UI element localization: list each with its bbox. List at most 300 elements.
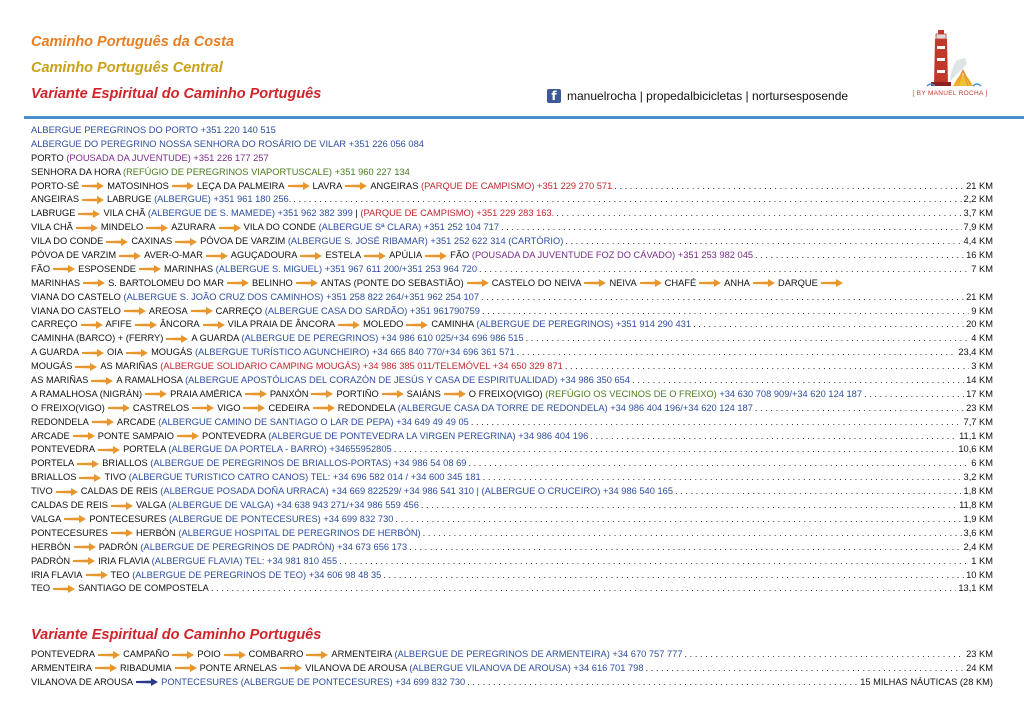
route-segment: (ALBERGUE DE S. MAMEDE) +351 962 382 399 (147, 208, 356, 219)
route-arrow-icon (699, 279, 721, 287)
dot-leader (293, 193, 961, 207)
distance-km: 1 KM (971, 555, 993, 566)
route-row (31, 360, 993, 374)
dot-leader (755, 249, 964, 263)
route-segment: (POUSADA DA JUVENTUDE) +351 226 177 257 (66, 152, 269, 163)
route-arrow-icon (126, 349, 148, 357)
route-segment: PONTE ARNELAS (199, 662, 278, 673)
route-segment: (PARQUE DE CAMPISMO) +351 229 283 163. (360, 208, 555, 219)
route-arrow-icon (139, 265, 161, 273)
route-segment: IRIA FLAVIA (31, 569, 83, 580)
route-arrow-icon (64, 515, 86, 523)
dot-leader (693, 318, 964, 332)
logo-caption: [ BY MANUEL ROCHA ] (912, 90, 988, 97)
route-arrow-icon (111, 529, 133, 537)
route-segment: A GUARDA (31, 347, 80, 358)
route-segment: CALDAS DE REIS (80, 486, 161, 497)
route-text (31, 124, 276, 138)
route-text (31, 193, 291, 207)
route-arrow-icon (172, 651, 194, 659)
route-segment: IRIA FLAVIA (98, 555, 152, 566)
distance-km: 2,4 KM (963, 541, 993, 552)
dot-leader (482, 305, 969, 319)
route-segment: (ALBERGUE DE PEREGRINOS DE BRIALLOS-PORTAS) +34 986 54 08 69 (150, 458, 467, 469)
route-arrow-icon (74, 543, 96, 551)
route-segment: PÓVOA DE VARZIM (200, 236, 288, 247)
dot-leader (211, 582, 957, 596)
route-segment: VILA CHÃ (31, 222, 73, 233)
route-segment: (ALBERGUE DE VALGA) +34 638 943 271/+34 986 559 456 (168, 500, 419, 511)
route-arrow-icon (172, 182, 194, 190)
route-segment: SENHORA DA HORA (31, 166, 123, 177)
route-row (31, 541, 993, 555)
distance-km: 3 KM (971, 361, 993, 372)
route-segment: (REFÚGIO OS VECINOS DE O FREIXO) (545, 388, 720, 399)
route-arrow-icon (73, 432, 95, 440)
route-text (31, 430, 588, 444)
route-segment: PONTEVEDRA (31, 649, 96, 659)
route-row (31, 263, 993, 277)
route-segment: CALDAS DE REIS (31, 500, 108, 511)
route-text (31, 388, 862, 402)
route-arrow-icon (135, 321, 157, 329)
route-segment: (ALBERGUE S. JOÃO CRUZ DOS CAMINHOS) +351 258 822 264/+351 962 254 107 (123, 291, 480, 302)
route-row (31, 676, 993, 690)
dot-leader (421, 499, 957, 513)
route-segment: PADRÓN (31, 555, 71, 566)
route-row (31, 443, 993, 457)
route-arrow-icon (81, 321, 103, 329)
route-segment: PÓVOA DE VARZIM (31, 250, 117, 261)
route-arrow-icon (146, 224, 168, 232)
route-segment: O FREIXO(VIGO) (468, 388, 546, 399)
route-segment: (PARQUE DE CAMPISMO) +351 229 270 571 (421, 180, 613, 191)
distance-km: 14 KM (966, 375, 993, 386)
dot-leader (526, 332, 970, 346)
distance-km: 4,4 KM (963, 236, 993, 247)
route-segment: APÚLIA (389, 250, 423, 261)
route-segment: (ALBERGUE DE PONTECESURES) +34 699 832 730 (168, 513, 394, 524)
route-row (31, 166, 993, 180)
distance-km: 23 KM (966, 402, 993, 413)
route-segment: (REFÚGIO DE PEREGRINOS VIAPORTUSCALE) +351 960 227 134 (122, 166, 410, 177)
route-arrow-icon (364, 252, 386, 260)
route-segment: AS MARIÑAS (100, 361, 161, 372)
route-arrow-icon (192, 404, 214, 412)
route-segment: (ALBERGUE S. JOSÉ RIBAMAR) +351 252 622 314 (CARTÓRIO) (287, 236, 564, 247)
route-segment: VILANOVA DE AROUSA (31, 676, 134, 687)
route-segment: COMBARRO (248, 649, 304, 659)
route-segment: ARMENTEIRA (31, 662, 92, 673)
route-arrow-icon (82, 349, 104, 357)
route-segment: PORTIÑO (336, 388, 379, 399)
route-arrow-icon (175, 238, 197, 246)
distance-km: 1,9 KM (963, 513, 993, 524)
route-segment: (ALBERGUE POSADA DOÑA URRACA) +34 669 822529/ +34 986 541 310 | (ALBERGUE O CRUCEIRO) +34 986 540 165 (160, 486, 673, 497)
route-text (31, 443, 392, 457)
route-segment: PONTE SAMPAIO (97, 430, 175, 441)
route-segment: MOUGÁS (151, 347, 195, 358)
route-segment: (ALBERGUE Sª CLARA) +351 252 104 717 (318, 222, 500, 233)
distance-km: 3,6 KM (963, 527, 993, 538)
route-segment: (ALBERGUE DE PEREGRINOS) +351 914 290 431 (476, 319, 692, 330)
distance-km: 24 KM (966, 662, 993, 673)
route-text (31, 360, 563, 374)
route-segment: ANGEIRAS (370, 180, 421, 191)
route-segment: VILA CHÃ (103, 208, 148, 219)
route-text (31, 527, 421, 541)
distance-km: 23,4 KM (958, 347, 993, 358)
facebook-icon: f (547, 89, 561, 103)
route-arrow-icon (53, 265, 75, 273)
route-segment: OIA (107, 347, 124, 358)
route-text (31, 180, 612, 194)
dot-leader (646, 662, 965, 676)
route-text (31, 305, 480, 319)
route-segment: PRAIA AMÉRICA (170, 388, 242, 399)
distance-km: 9 KM (971, 305, 993, 316)
route-arrow-icon (425, 252, 447, 260)
route-segment: REDONDELA (337, 402, 398, 413)
distance-km: 11,1 KM (959, 430, 993, 441)
distance-km: 1,8 KM (963, 486, 993, 497)
route-text (31, 582, 209, 596)
route-row (31, 318, 993, 332)
route-row (31, 305, 993, 319)
route-segment: ÂNCORA (159, 319, 200, 330)
route-segment: PADRÓN (98, 541, 141, 552)
route-arrow-icon (444, 390, 466, 398)
dot-leader (565, 360, 969, 374)
route-segment: FÃO (31, 263, 51, 274)
route-text (31, 374, 630, 388)
route-segment: VALGA (135, 500, 169, 511)
route-row (31, 235, 993, 249)
route-arrow-icon (467, 279, 489, 287)
title-variante-espiritual: Variante Espiritual do Caminho Português (31, 86, 322, 102)
dot-leader (483, 471, 962, 485)
route-row (31, 569, 993, 583)
route-segment: ESTELA (325, 250, 362, 261)
route-segment: (ALBERGUE TURÍSTICO AGUNCHEIRO) +34 665 840 770/+34 696 361 571 (194, 347, 515, 358)
route-row (31, 374, 993, 388)
route-arrow-icon (106, 238, 128, 246)
dot-leader (423, 527, 962, 541)
route-segment: A GUARDA (191, 333, 242, 344)
route-text (31, 346, 515, 360)
dot-leader (339, 555, 969, 569)
route-row (31, 346, 993, 360)
route-arrow-icon (78, 210, 100, 218)
dot-leader (468, 457, 969, 471)
route-segment: CAMINHA (BARCO) + (FERRY) (31, 333, 164, 344)
route-row (31, 138, 993, 152)
dot-leader (590, 430, 957, 444)
route-segment: AFIFE (105, 319, 132, 330)
route-text (31, 249, 753, 263)
route-segment: SAIÁNS (406, 388, 441, 399)
distance-km: 20 KM (966, 319, 993, 330)
route-arrow-icon (203, 321, 225, 329)
distance-km: 7,9 KM (963, 222, 993, 233)
route-arrow-icon (86, 571, 108, 579)
route-segment: AGUÇADOURA (230, 250, 298, 261)
route-row (31, 402, 993, 416)
route-segment: POIO (197, 649, 221, 659)
dot-leader (565, 235, 961, 249)
route-segment: (ALBERGUE APOSTÓLICAS DEL CORAZÓN DE JESÚS Y CASA DE ESPIRITUALIDAD) +34 986 350 654 (185, 375, 631, 386)
route-segment: (ALBERGUE VILANOVA DE AROUSA) +34 616 701 798 (409, 662, 644, 673)
route-segment: REDONDELA (31, 416, 89, 427)
route-arrow-icon (382, 390, 404, 398)
dot-leader (632, 374, 964, 388)
dot-leader (685, 648, 965, 662)
route-arrow-icon (753, 279, 775, 287)
route-segment: MARINHAS (31, 277, 81, 288)
route-segment: (ALBERGUE DE PEREGRINOS DE ARMENTEIRA) +34 670 757 777 (394, 649, 683, 659)
route-arrow-icon (82, 196, 104, 204)
route-arrow-icon (191, 307, 213, 315)
route-segment: LAVRA (312, 180, 343, 191)
route-segment: AZURARA (171, 222, 216, 233)
route-segment: AS MARIÑAS (31, 375, 89, 386)
route-arrow-icon (53, 585, 75, 593)
route-segment: TIVO (104, 472, 129, 483)
route-segment: CASTRELOS (132, 402, 190, 413)
route-text (31, 499, 419, 513)
route-segment: VIGO (217, 402, 241, 413)
route-segment: (ALBERGUE TURISTICO CATRO CANOS) TEL: +34 696 582 014 / +34 600 345 181 (128, 472, 481, 483)
route-segment: PONTEVEDRA (202, 430, 269, 441)
route-segment: (ALBERGUE DE PEREGRINOS DE PADRÓN) +34 673 656 173 (140, 541, 408, 552)
route-segment: NEIVA (609, 277, 637, 288)
route-text (31, 676, 465, 690)
route-arrow-icon (98, 446, 120, 454)
variant-route-list (31, 648, 993, 690)
route-arrow-icon (76, 224, 98, 232)
route-text (31, 166, 410, 180)
route-row (31, 485, 993, 499)
route-row (31, 471, 993, 485)
route-segment: MINDELO (100, 222, 144, 233)
dot-leader (479, 263, 969, 277)
route-row (31, 662, 993, 676)
route-arrow-icon (584, 279, 606, 287)
route-arrow-icon (108, 404, 130, 412)
route-text (31, 138, 424, 152)
route-segment: BRIALLOS (102, 458, 151, 469)
route-segment: (ALBERGUE DE PONTEVEDRA LA VIRGEN PEREGRINA) +34 986 404 196 (268, 430, 589, 441)
route-segment: PONTECESURES (89, 513, 169, 524)
route-arrow-icon (83, 279, 105, 287)
route-segment: (ALBERGUE SOLIDARIO CAMPING MOUGÁS) +34 986 385 011/TELEMÓVEL +34 650 329 871 (160, 361, 563, 372)
route-segment: MOLEDO (363, 319, 404, 330)
route-segment: ARCADE (31, 430, 70, 441)
route-arrow-icon (124, 307, 146, 315)
route-arrow-icon (306, 651, 328, 659)
route-arrow-icon (73, 557, 95, 565)
route-arrow-icon (206, 252, 228, 260)
dot-leader (517, 346, 957, 360)
distance-km: 16 KM (966, 250, 993, 261)
route-row (31, 152, 993, 166)
distance-km: 15 MILHAS NÁUTICAS (28 KM) (860, 676, 993, 687)
route-segment: VILA PRAIA DE ÂNCORA (227, 319, 336, 330)
route-segment: AREOSA (148, 305, 188, 316)
route-arrow-icon (145, 390, 167, 398)
route-segment: SANTIAGO DE COMPOSTELA (78, 583, 209, 594)
dot-leader (481, 291, 964, 305)
route-arrow-icon (177, 432, 199, 440)
route-segment: HERBÓN (135, 527, 179, 538)
route-text (31, 332, 524, 346)
route-arrow-icon (166, 335, 188, 343)
route-segment: S. BARTOLOMEU DO MAR (108, 277, 224, 288)
route-row (31, 416, 993, 430)
route-segment: PONTECESURES (31, 527, 108, 538)
route-arrow-icon (288, 182, 310, 190)
dot-leader (675, 485, 962, 499)
route-arrow-icon (243, 404, 265, 412)
distance-km: 6 KM (971, 458, 993, 469)
route-segment: A RAMALHOSA (NIGRÁN) (31, 388, 143, 399)
route-text (31, 221, 499, 235)
route-segment: | (355, 208, 361, 219)
route-text (31, 555, 337, 569)
route-segment: DARQUE (778, 277, 818, 288)
route-arrow-icon (821, 279, 843, 287)
route-arrow-icon (219, 224, 241, 232)
route-segment: ANTAS (PONTE DO SEBASTIÃO) (320, 277, 464, 288)
route-segment: LABRUGE (31, 208, 76, 219)
route-segment: ANGEIRAS (31, 194, 80, 205)
route-arrow-icon (77, 460, 99, 468)
route-segment: VALGA (31, 513, 62, 524)
route-segment: PORTELA (31, 458, 75, 469)
route-text (31, 457, 466, 471)
distance-km: 10,6 KM (958, 444, 993, 455)
route-text (31, 235, 563, 249)
route-segment: HERBÓN (31, 541, 71, 552)
route-segment: MOUGÁS (31, 361, 73, 372)
route-text (31, 416, 469, 430)
route-segment: PORTO (31, 152, 67, 163)
route-text (31, 291, 479, 305)
route-segment: ESPOSENDE (78, 263, 136, 274)
route-segment: CAXINAS (131, 236, 173, 247)
route-arrow-icon (119, 252, 141, 260)
route-row (31, 388, 993, 402)
route-segment: PANXÓN (269, 388, 309, 399)
route-row (31, 193, 993, 207)
route-arrow-icon (313, 404, 335, 412)
variant-section-title: Variante Espiritual do Caminho Português (31, 627, 322, 643)
route-row (31, 430, 993, 444)
route-segment: (POUSADA DA JUVENTUDE FOZ DO CÁVADO) +351 253 982 045 (471, 250, 754, 261)
route-segment: (ALBERGUE HOSPITAL DE PEREGRINOS DE HERBÓN) (178, 527, 421, 538)
route-segment: CASTELO DO NEIVA (491, 277, 582, 288)
route-segment: ANHA (724, 277, 751, 288)
distance-km: 4 KM (971, 333, 993, 344)
route-segment: CAMINHA (431, 319, 477, 330)
route-segment: TEO (110, 569, 133, 580)
route-segment: FÃO (450, 250, 472, 261)
header-divider (24, 116, 1024, 119)
route-row (31, 513, 993, 527)
route-arrow-icon (311, 390, 333, 398)
route-arrow-icon (82, 182, 104, 190)
route-segment: PORTELA (123, 444, 169, 455)
distance-km: 17 KM (966, 388, 993, 399)
route-segment: (ALBERGUE DE PEREGRINOS DE TEO) +34 606 98 48 35 (132, 569, 382, 580)
route-row (31, 124, 993, 138)
route-segment: (ALBERGUE CASA DA TORRE DE REDONDELA) +34 986 404 196/+34 620 124 187 (397, 402, 753, 413)
distance-km: 10 KM (966, 569, 993, 580)
route-arrow-icon (345, 182, 367, 190)
distance-km: 3,7 KM (963, 208, 993, 219)
route-segment: ALBERGUE DO PEREGRINO NOSSA SENHORA DO ROSÁRIO DE VILAR +351 226 056 084 (31, 138, 424, 149)
route-segment: +34 630 708 909/+34 620 124 187 (719, 388, 863, 399)
route-segment: ARCADE (116, 416, 159, 427)
route-segment: VIANA DO CASTELO (31, 305, 121, 316)
route-row (31, 648, 993, 662)
dot-leader (556, 207, 961, 221)
route-arrow-icon (79, 474, 101, 482)
dot-leader (864, 388, 964, 402)
route-segment: CARREÇO (215, 305, 265, 316)
route-text (31, 471, 481, 485)
distance-km: 7,7 KM (963, 416, 993, 427)
route-arrow-icon (92, 418, 114, 426)
route-segment: (ALBERGUE CASA DO SARDÃO) +351 961790759 (264, 305, 480, 316)
route-arrow-icon (175, 664, 197, 672)
distance-km: 21 KM (966, 291, 993, 302)
route-text (31, 569, 381, 583)
distance-km: 2,2 KM (963, 194, 993, 205)
route-row (31, 457, 993, 471)
route-segment: VILA DO CONDE (31, 236, 104, 247)
route-text (31, 152, 269, 166)
route-segment: PONTECESURES (ALBERGUE DE PONTECESURES) +34 699 832 730 (161, 676, 466, 687)
distance-km: 23 KM (966, 649, 993, 659)
dot-leader (409, 541, 961, 555)
dot-leader (395, 513, 961, 527)
route-arrow-icon (640, 279, 662, 287)
route-segment: MARINHAS (164, 263, 216, 274)
route-segment: PORTO-SÉ (31, 180, 80, 191)
route-arrow-icon (338, 321, 360, 329)
route-segment: CAMPAÑO (123, 649, 170, 659)
dot-leader (755, 402, 964, 416)
distance-km: 21 KM (966, 180, 993, 191)
route-row (31, 207, 993, 221)
route-arrow-icon (91, 377, 113, 385)
route-text (31, 207, 554, 221)
route-segment: (ALBERGUE) +351 961 180 256. (154, 194, 292, 205)
route-arrow-icon (75, 363, 97, 371)
title-caminho-costa: Caminho Português da Costa (31, 34, 235, 50)
route-arrow-icon (406, 321, 428, 329)
route-segment: MATOSINHOS (107, 180, 169, 191)
route-segment: CEDEIRA (268, 402, 310, 413)
distance-km: 13,1 KM (958, 583, 993, 594)
boat-arrow-icon (136, 678, 158, 686)
route-arrow-icon (56, 488, 78, 496)
route-row (31, 277, 993, 291)
dot-leader (501, 221, 962, 235)
route-row (31, 555, 993, 569)
route-row (31, 499, 993, 513)
